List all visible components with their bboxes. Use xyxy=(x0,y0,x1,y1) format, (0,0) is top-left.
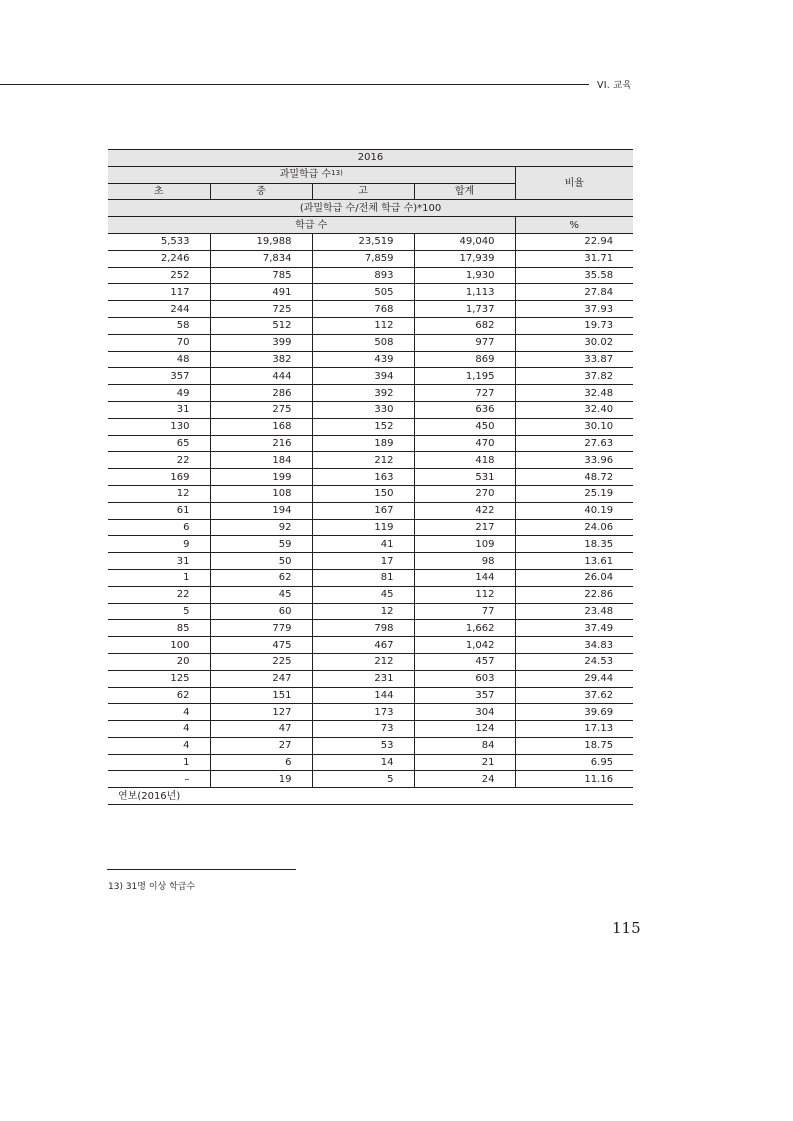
footnote: 13) 31명 이상 학급수 xyxy=(108,882,196,892)
table-cell: 25.19 xyxy=(515,485,633,502)
table-cell: 151 xyxy=(210,687,312,704)
table-cell: 399 xyxy=(210,334,312,351)
table-cell: 1 xyxy=(108,754,210,771)
table-cell: 475 xyxy=(210,637,312,654)
table-cell: 1,195 xyxy=(414,368,515,385)
table-cell: – xyxy=(108,771,210,788)
table-cell: 31 xyxy=(108,401,210,418)
table-cell: 39.69 xyxy=(515,704,633,721)
running-header: VI. 교육 xyxy=(597,80,632,91)
table-cell: 184 xyxy=(210,452,312,469)
table-cell: 23.48 xyxy=(515,603,633,620)
table-row xyxy=(108,368,633,385)
table-row xyxy=(108,301,633,318)
table-cell: 189 xyxy=(312,435,414,452)
table-cell: 17 xyxy=(312,553,414,570)
table-row xyxy=(108,233,633,250)
table-row xyxy=(108,586,633,603)
table-cell: 50 xyxy=(210,553,312,570)
table-cell: 168 xyxy=(210,418,312,435)
table-row xyxy=(108,519,633,536)
table-cell: 450 xyxy=(414,418,515,435)
table-cell: 768 xyxy=(312,301,414,318)
table-cell: 1,930 xyxy=(414,267,515,284)
table-row xyxy=(108,737,633,754)
table-cell: 100 xyxy=(108,637,210,654)
table-cell: 357 xyxy=(108,368,210,385)
table-row xyxy=(108,469,633,486)
table-cell: 40.19 xyxy=(515,502,633,519)
table-cell: 19,988 xyxy=(210,233,312,250)
table-cell: 12 xyxy=(312,603,414,620)
table-cell: 37.93 xyxy=(515,301,633,318)
table-cell: 512 xyxy=(210,317,312,334)
table-cell: 20 xyxy=(108,653,210,670)
table-row xyxy=(108,721,633,738)
group-header xyxy=(108,166,515,183)
table-cell: 49 xyxy=(108,385,210,402)
table-cell: 37.82 xyxy=(515,368,633,385)
table-cell: 45 xyxy=(210,586,312,603)
table-row xyxy=(108,637,633,654)
table-cell: 4 xyxy=(108,704,210,721)
table-cell: 357 xyxy=(414,687,515,704)
table-cell: 4 xyxy=(108,721,210,738)
table-row xyxy=(108,653,633,670)
table-cell: 61 xyxy=(108,502,210,519)
table-cell: 22 xyxy=(108,452,210,469)
table-cell: 1,042 xyxy=(414,637,515,654)
table-cell: 77 xyxy=(414,603,515,620)
year-header: 2016 xyxy=(108,150,633,167)
table-cell: 27.84 xyxy=(515,284,633,301)
table-cell: 163 xyxy=(312,469,414,486)
table-cell: 70 xyxy=(108,334,210,351)
table-cell: 394 xyxy=(312,368,414,385)
table-cell: 127 xyxy=(210,704,312,721)
table-row xyxy=(108,754,633,771)
table-cell: 30.02 xyxy=(515,334,633,351)
table-cell: 467 xyxy=(312,637,414,654)
table-cell: 330 xyxy=(312,401,414,418)
table-cell: 27.63 xyxy=(515,435,633,452)
table-cell: 124 xyxy=(414,721,515,738)
table-cell: 439 xyxy=(312,351,414,368)
table-row xyxy=(108,670,633,687)
table-cell: 5,533 xyxy=(108,233,210,250)
table-cell: 73 xyxy=(312,721,414,738)
table-cell: 62 xyxy=(210,569,312,586)
table-cell: 58 xyxy=(108,317,210,334)
table-cell: 33.96 xyxy=(515,452,633,469)
table-cell: 62 xyxy=(108,687,210,704)
table-cell: 491 xyxy=(210,284,312,301)
table-cell: 11.16 xyxy=(515,771,633,788)
table-row xyxy=(108,687,633,704)
header-rule xyxy=(0,84,589,85)
table-cell: 382 xyxy=(210,351,312,368)
table-cell: 26.04 xyxy=(515,569,633,586)
table-cell: 392 xyxy=(312,385,414,402)
unit-count: 학급 수 xyxy=(108,217,515,234)
table-cell: 17,939 xyxy=(414,250,515,267)
table-row xyxy=(108,284,633,301)
table-cell: 98 xyxy=(414,553,515,570)
table-cell: 869 xyxy=(414,351,515,368)
table-cell: 112 xyxy=(414,586,515,603)
col-header-total: 합계 xyxy=(414,183,515,200)
table-row xyxy=(108,704,633,721)
table-cell: 252 xyxy=(108,267,210,284)
table-cell: 18.75 xyxy=(515,737,633,754)
table-cell: 725 xyxy=(210,301,312,318)
table-cell: 212 xyxy=(312,653,414,670)
table-cell: 212 xyxy=(312,452,414,469)
table-row xyxy=(108,351,633,368)
table-cell: 194 xyxy=(210,502,312,519)
table-cell: 6 xyxy=(210,754,312,771)
table-cell: 35.58 xyxy=(515,267,633,284)
table-cell: 49,040 xyxy=(414,233,515,250)
table-cell: 109 xyxy=(414,536,515,553)
table-row xyxy=(108,536,633,553)
table-cell: 37.49 xyxy=(515,620,633,637)
table-cell: 531 xyxy=(414,469,515,486)
table-cell: 798 xyxy=(312,620,414,637)
table-cell: 270 xyxy=(414,485,515,502)
table-cell: 173 xyxy=(312,704,414,721)
table-cell: 24.06 xyxy=(515,519,633,536)
table-cell: 60 xyxy=(210,603,312,620)
table-row xyxy=(108,485,633,502)
table-cell: 275 xyxy=(210,401,312,418)
col-header-high: 고 xyxy=(312,183,414,200)
table-cell: 217 xyxy=(414,519,515,536)
table-cell: 893 xyxy=(312,267,414,284)
table-row xyxy=(108,569,633,586)
table-cell: 84 xyxy=(414,737,515,754)
table-cell: 603 xyxy=(414,670,515,687)
table-cell: 108 xyxy=(210,485,312,502)
table-cell: 2,246 xyxy=(108,250,210,267)
table-cell: 150 xyxy=(312,485,414,502)
table-cell: 37.62 xyxy=(515,687,633,704)
table-row xyxy=(108,435,633,452)
footnote-rule xyxy=(107,869,296,870)
table-cell: 1,662 xyxy=(414,620,515,637)
table-cell: 7,834 xyxy=(210,250,312,267)
table-cell: 24.53 xyxy=(515,653,633,670)
table-cell: 167 xyxy=(312,502,414,519)
table-cell: 31 xyxy=(108,553,210,570)
table-cell: 727 xyxy=(414,385,515,402)
table-cell: 18.35 xyxy=(515,536,633,553)
table-cell: 152 xyxy=(312,418,414,435)
table-cell: 32.40 xyxy=(515,401,633,418)
table-cell: 92 xyxy=(210,519,312,536)
table-cell: 19.73 xyxy=(515,317,633,334)
table-cell: 23,519 xyxy=(312,233,414,250)
col-header-elementary: 초 xyxy=(108,183,210,200)
table-row xyxy=(108,418,633,435)
table-cell: 216 xyxy=(210,435,312,452)
table-cell: 117 xyxy=(108,284,210,301)
ratio-header: 비율 xyxy=(515,166,633,200)
table-cell: 5 xyxy=(312,771,414,788)
table-cell: 636 xyxy=(414,401,515,418)
table-cell: 199 xyxy=(210,469,312,486)
table-cell: 6.95 xyxy=(515,754,633,771)
group-label: 과밀학급 수 xyxy=(279,169,332,181)
table-row xyxy=(108,317,633,334)
table-row xyxy=(108,452,633,469)
table-cell: 27 xyxy=(210,737,312,754)
page-number: 115 xyxy=(612,919,641,937)
table-cell: 22 xyxy=(108,586,210,603)
table-row xyxy=(108,603,633,620)
table-cell: 14 xyxy=(312,754,414,771)
table-cell: 19 xyxy=(210,771,312,788)
table-cell: 231 xyxy=(312,670,414,687)
table-cell: 22.94 xyxy=(515,233,633,250)
table-row xyxy=(108,267,633,284)
table-cell: 1,113 xyxy=(414,284,515,301)
table-cell: 31.71 xyxy=(515,250,633,267)
table-cell: 34.83 xyxy=(515,637,633,654)
table-cell: 48.72 xyxy=(515,469,633,486)
table-row xyxy=(108,385,633,402)
table-row xyxy=(108,250,633,267)
table-cell: 13.61 xyxy=(515,553,633,570)
table-row xyxy=(108,401,633,418)
table-cell: 286 xyxy=(210,385,312,402)
table-cell: 22.86 xyxy=(515,586,633,603)
table-row xyxy=(108,334,633,351)
table-cell: 682 xyxy=(414,317,515,334)
table-cell: 144 xyxy=(414,569,515,586)
source-note: 연보(2016년) xyxy=(108,788,633,805)
table-cell: 112 xyxy=(312,317,414,334)
table-cell: 779 xyxy=(210,620,312,637)
table-cell: 45 xyxy=(312,586,414,603)
table-cell: 24 xyxy=(414,771,515,788)
table-cell: 12 xyxy=(108,485,210,502)
table-cell: 470 xyxy=(414,435,515,452)
unit-percent: % xyxy=(515,217,633,234)
table-cell: 225 xyxy=(210,653,312,670)
table-cell: 977 xyxy=(414,334,515,351)
table-cell: 7,859 xyxy=(312,250,414,267)
table-cell: 169 xyxy=(108,469,210,486)
table-cell: 1 xyxy=(108,569,210,586)
table-row xyxy=(108,553,633,570)
table-cell: 418 xyxy=(414,452,515,469)
table-cell: 505 xyxy=(312,284,414,301)
table-cell: 457 xyxy=(414,653,515,670)
table-cell: 17.13 xyxy=(515,721,633,738)
table-cell: 422 xyxy=(414,502,515,519)
table-cell: 65 xyxy=(108,435,210,452)
footnote-marker: 13) xyxy=(331,169,343,178)
table-cell: 21 xyxy=(414,754,515,771)
table-cell: 247 xyxy=(210,670,312,687)
table-cell: 33.87 xyxy=(515,351,633,368)
overcrowded-classes-table xyxy=(108,149,633,805)
table-cell: 785 xyxy=(210,267,312,284)
table-cell: 244 xyxy=(108,301,210,318)
table-cell: 48 xyxy=(108,351,210,368)
table-cell: 1,737 xyxy=(414,301,515,318)
table-cell: 85 xyxy=(108,620,210,637)
table-cell: 119 xyxy=(312,519,414,536)
table-cell: 4 xyxy=(108,737,210,754)
table-row xyxy=(108,502,633,519)
table-cell: 30.10 xyxy=(515,418,633,435)
formula-row: (과밀학급 수/전체 학급 수)*100 xyxy=(108,200,633,217)
table-cell: 41 xyxy=(312,536,414,553)
table-cell: 6 xyxy=(108,519,210,536)
table-cell: 130 xyxy=(108,418,210,435)
table-cell: 53 xyxy=(312,737,414,754)
table-cell: 304 xyxy=(414,704,515,721)
table-cell: 125 xyxy=(108,670,210,687)
table-cell: 508 xyxy=(312,334,414,351)
table-cell: 32.48 xyxy=(515,385,633,402)
table-cell: 81 xyxy=(312,569,414,586)
table-cell: 9 xyxy=(108,536,210,553)
table-cell: 47 xyxy=(210,721,312,738)
table-row xyxy=(108,620,633,637)
table-cell: 59 xyxy=(210,536,312,553)
table-cell: 444 xyxy=(210,368,312,385)
col-header-middle: 중 xyxy=(210,183,312,200)
table-row xyxy=(108,771,633,788)
table-cell: 5 xyxy=(108,603,210,620)
table-cell: 144 xyxy=(312,687,414,704)
table-cell: 29.44 xyxy=(515,670,633,687)
